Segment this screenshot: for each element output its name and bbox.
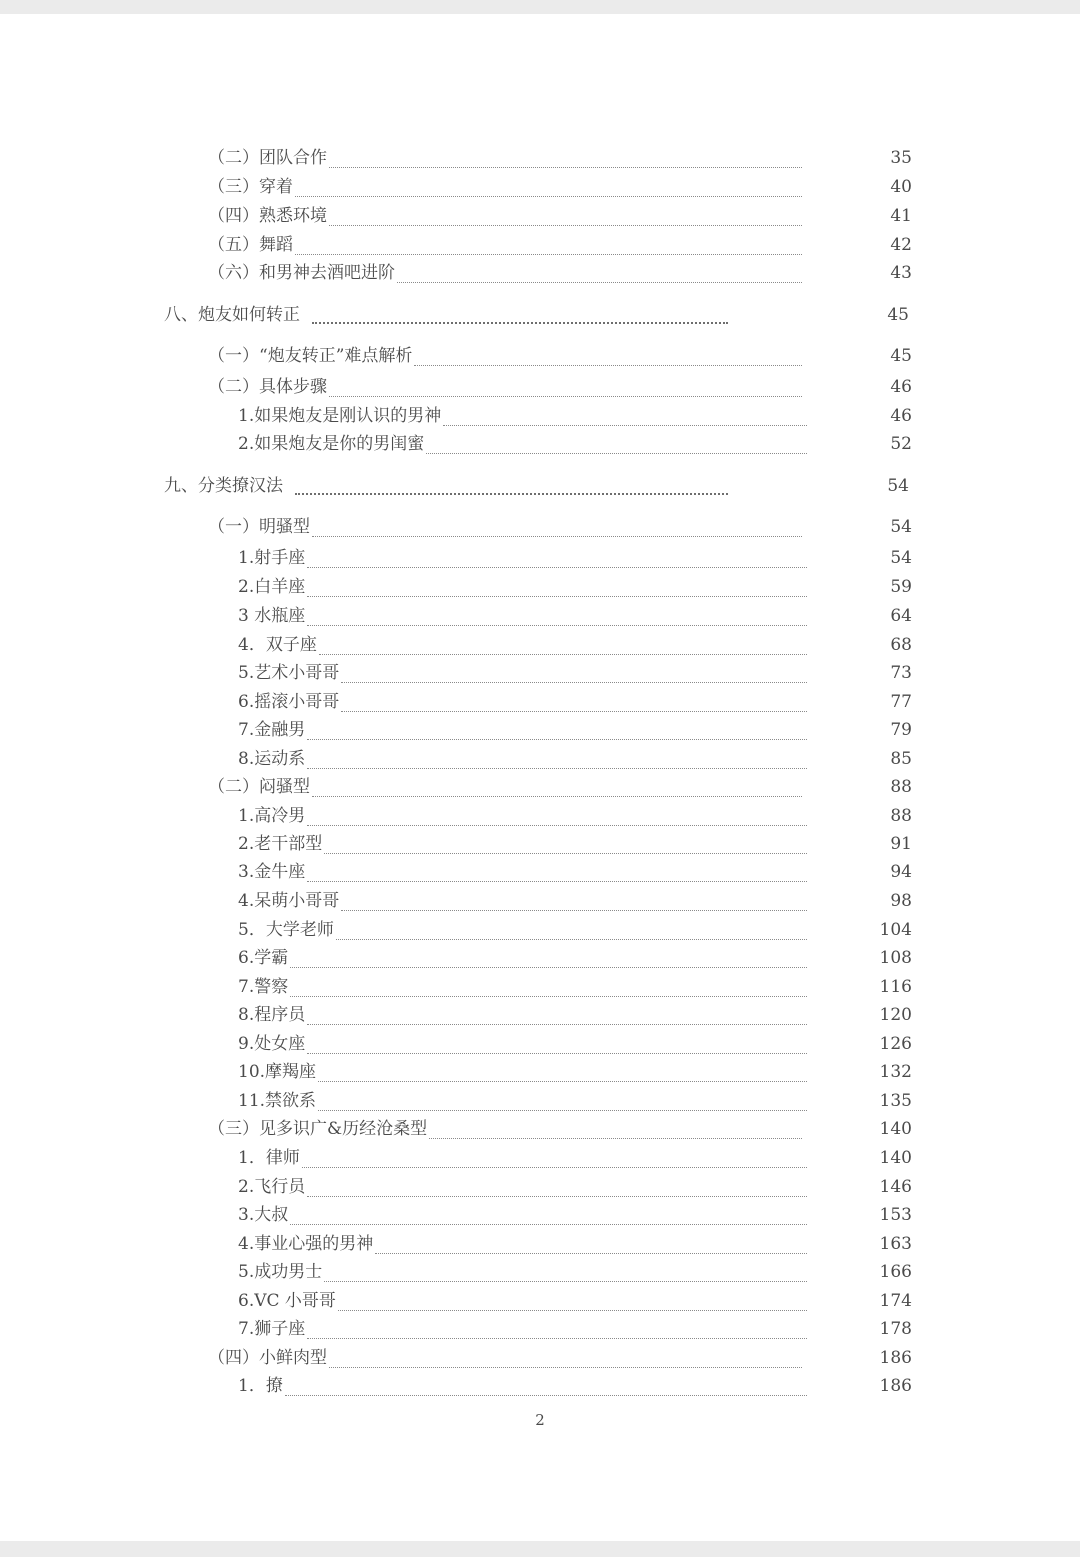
toc-entry-label: （五）舞蹈 [208,235,293,255]
toc-entry-page: 46 [890,377,912,397]
toc-entry-page: 91 [890,834,912,854]
toc-entry-label: 1.射手座 [238,548,306,568]
toc-entry-page: 43 [890,263,912,283]
toc-entry-page: 54 [890,548,912,568]
toc-entry-label: （六）和男神去酒吧进阶 [208,263,395,283]
toc-entry[interactable] [238,604,912,628]
toc-entry-label: 5.艺术小哥哥 [238,663,340,683]
toc-entry[interactable] [238,860,912,884]
dot-leader [397,266,802,283]
toc-entry[interactable] [238,718,912,742]
toc-entry[interactable] [238,404,912,428]
dot-leader [307,1008,807,1025]
toc-entry-label: 2.老干部型 [238,834,323,854]
toc-entry[interactable] [208,204,912,228]
toc-entry[interactable] [238,690,912,714]
toc-entry-page: 88 [890,777,912,797]
dot-leader [336,923,807,940]
toc-entry-label: 5．大学老师 [238,920,334,940]
toc-entry-label: 7.金融男 [238,720,306,740]
toc-entry-page: 45 [887,305,909,325]
dot-leader [307,609,807,626]
dot-leader [307,1037,807,1054]
toc-entry-label: 1．律师 [238,1148,300,1168]
toc-entry-page: 40 [890,177,912,197]
toc-entry[interactable] [238,1260,912,1284]
dot-leader [302,1151,807,1168]
toc-chapter-entry[interactable] [164,474,909,498]
toc-entry-label: 2.白羊座 [238,577,306,597]
toc-entry[interactable] [238,661,912,685]
dot-leader [295,477,728,495]
toc-entry-page: 54 [887,476,909,496]
dot-leader [443,409,807,426]
toc-entry-page: 77 [890,692,912,712]
toc-entry-label: 九、分类撩汉法 [164,476,283,496]
toc-entry[interactable] [238,1203,912,1227]
dot-leader [312,306,728,324]
dot-leader [307,865,807,882]
toc-entry-page: 88 [890,806,912,826]
dot-leader [307,1322,807,1339]
toc-entry-page: 85 [890,749,912,769]
toc-entry-label: （二）团队合作 [208,148,327,168]
dot-leader [295,238,802,255]
toc-entry-label: （二）闷骚型 [208,777,310,797]
toc-entry-page: 108 [879,948,912,968]
toc-entry-label: （二）具体步骤 [208,377,327,397]
toc-entry-page: 140 [879,1148,912,1168]
dot-leader [307,752,807,769]
dot-leader [341,695,807,712]
dot-leader [324,1265,807,1282]
dot-leader [318,1094,807,1111]
toc-entry-label: （四）熟悉环境 [208,206,327,226]
toc-entry-label: 10.摩羯座 [238,1062,317,1082]
toc-entry-label: 5.成功男士 [238,1262,323,1282]
toc-entry[interactable] [238,1317,912,1341]
dot-leader [341,666,807,683]
dot-leader [329,151,802,168]
toc-entry-page: 46 [890,406,912,426]
toc-entry[interactable] [238,633,912,657]
toc-entry-page: 186 [879,1376,912,1396]
toc-entry-label: （四）小鲜肉型 [208,1348,327,1368]
toc-entry[interactable] [238,946,912,970]
dot-leader [414,349,802,366]
dot-leader [429,1122,802,1139]
dot-leader [319,638,807,655]
toc-entry-label: 6.VC 小哥哥 [238,1291,336,1311]
dot-leader [329,1351,802,1368]
toc-entry[interactable] [238,1374,912,1398]
toc-entry[interactable] [208,261,912,285]
toc-entry-page: 126 [879,1034,912,1054]
toc-entry-page: 54 [890,517,912,537]
toc-entry-page: 116 [879,977,912,997]
toc-entry-label: （一）明骚型 [208,517,310,537]
toc-entry-page: 146 [879,1177,912,1197]
toc-entry-label: 8.程序员 [238,1005,306,1025]
toc-entry-page: 104 [879,920,912,940]
toc-entry-label: 6.学霸 [238,948,289,968]
toc-entry-page: 140 [879,1119,912,1139]
toc-entry-label: 9.处女座 [238,1034,306,1054]
toc-entry[interactable] [238,1060,912,1084]
toc-chapter-entry[interactable] [164,303,909,327]
toc-entry-label: 1.高冷男 [238,806,306,826]
toc-entry-label: 2.如果炮友是你的男闺蜜 [238,434,425,454]
dot-leader [338,1294,807,1311]
toc-entry[interactable] [208,344,912,368]
dot-leader [341,894,807,911]
toc-entry[interactable] [238,1289,912,1313]
toc-entry-label: 3 水瓶座 [238,606,306,626]
toc-entry[interactable] [238,1146,912,1170]
toc-entry-page: 186 [879,1348,912,1368]
toc-entry-label: （三）穿着 [208,177,293,197]
toc-entry-label: （三）见多识广&历经沧桑型 [208,1119,428,1139]
toc-entry-label: 八、炮友如何转正 [164,305,300,325]
toc-entry[interactable] [208,233,912,257]
toc-entry[interactable] [208,775,912,799]
dot-leader [307,809,807,826]
toc-entry-page: 35 [890,148,912,168]
toc-entry-page: 42 [890,235,912,255]
toc-entry-label: 2.飞行员 [238,1177,306,1197]
toc-entry-label: 3.金牛座 [238,862,306,882]
dot-leader [295,180,802,197]
dot-leader [307,580,807,597]
toc-entry[interactable] [238,889,912,913]
toc-entry-label: （一）“炮友转正”难点解析 [208,346,413,366]
toc-entry-page: 41 [890,206,912,226]
toc-entry-label: 4.呆萌小哥哥 [238,891,340,911]
dot-leader [318,1065,807,1082]
dot-leader [375,1237,807,1254]
toc-entry-label: 4.事业心强的男神 [238,1234,374,1254]
toc-entry-page: 166 [879,1262,912,1282]
toc-entry[interactable] [208,146,912,170]
toc-entry-label: 4．双子座 [238,635,317,655]
toc-entry[interactable] [238,918,912,942]
toc-entry[interactable] [208,175,912,199]
dot-leader [324,837,807,854]
toc-entry[interactable] [238,546,912,570]
toc-entry[interactable] [208,515,912,539]
toc-entry[interactable] [238,432,912,456]
toc-entry[interactable] [208,1346,912,1370]
dot-leader [426,437,807,454]
toc-entry-label: 1.如果炮友是刚认识的男神 [238,406,442,426]
toc-entry[interactable] [238,832,912,856]
toc-entry[interactable] [238,1175,912,1199]
toc-entry-label: 7.狮子座 [238,1319,306,1339]
dot-leader [329,380,802,397]
toc-entry-page: 64 [890,606,912,626]
toc-entry-label: 3.大叔 [238,1205,289,1225]
toc-entry-page: 174 [879,1291,912,1311]
toc-entry-page: 73 [890,663,912,683]
toc-entry-page: 45 [890,346,912,366]
page-number: 2 [535,1411,545,1429]
toc-entry[interactable] [238,1003,912,1027]
dot-leader [290,980,807,997]
toc-entry-page: 163 [879,1234,912,1254]
toc-entry-page: 68 [890,635,912,655]
toc-entry[interactable] [238,804,912,828]
toc-entry-page: 59 [890,577,912,597]
toc-entry[interactable] [238,1232,912,1256]
toc-entry[interactable] [238,1089,912,1113]
toc-entry-page: 153 [879,1205,912,1225]
toc-entry-page: 132 [879,1062,912,1082]
toc-entry[interactable] [238,1032,912,1056]
dot-leader [312,780,802,797]
toc-entry-page: 120 [879,1005,912,1025]
dot-leader [290,1208,807,1225]
toc-entry-label: 8.运动系 [238,749,306,769]
dot-leader [312,520,802,537]
toc-entry[interactable] [238,575,912,599]
dot-leader [290,951,807,968]
toc-entry[interactable] [208,375,912,399]
toc-entry-page: 98 [890,891,912,911]
dot-leader [285,1379,807,1396]
dot-leader [307,551,807,568]
toc-entry-label: 7.警察 [238,977,289,997]
toc-entry[interactable] [238,975,912,999]
dot-leader [329,209,802,226]
toc-entry-label: 6.摇滚小哥哥 [238,692,340,712]
toc-entry-page: 135 [879,1091,912,1111]
toc-entry-page: 52 [890,434,912,454]
toc-entry-page: 94 [890,862,912,882]
toc-entry-page: 79 [890,720,912,740]
toc-entry[interactable] [238,747,912,771]
toc-entry-label: 11.禁欲系 [238,1091,317,1111]
toc-entry[interactable] [208,1117,912,1141]
toc-entry-label: 1．撩 [238,1376,283,1396]
dot-leader [307,723,807,740]
dot-leader [307,1180,807,1197]
toc-entry-page: 178 [879,1319,912,1339]
document-page [0,14,1080,1541]
